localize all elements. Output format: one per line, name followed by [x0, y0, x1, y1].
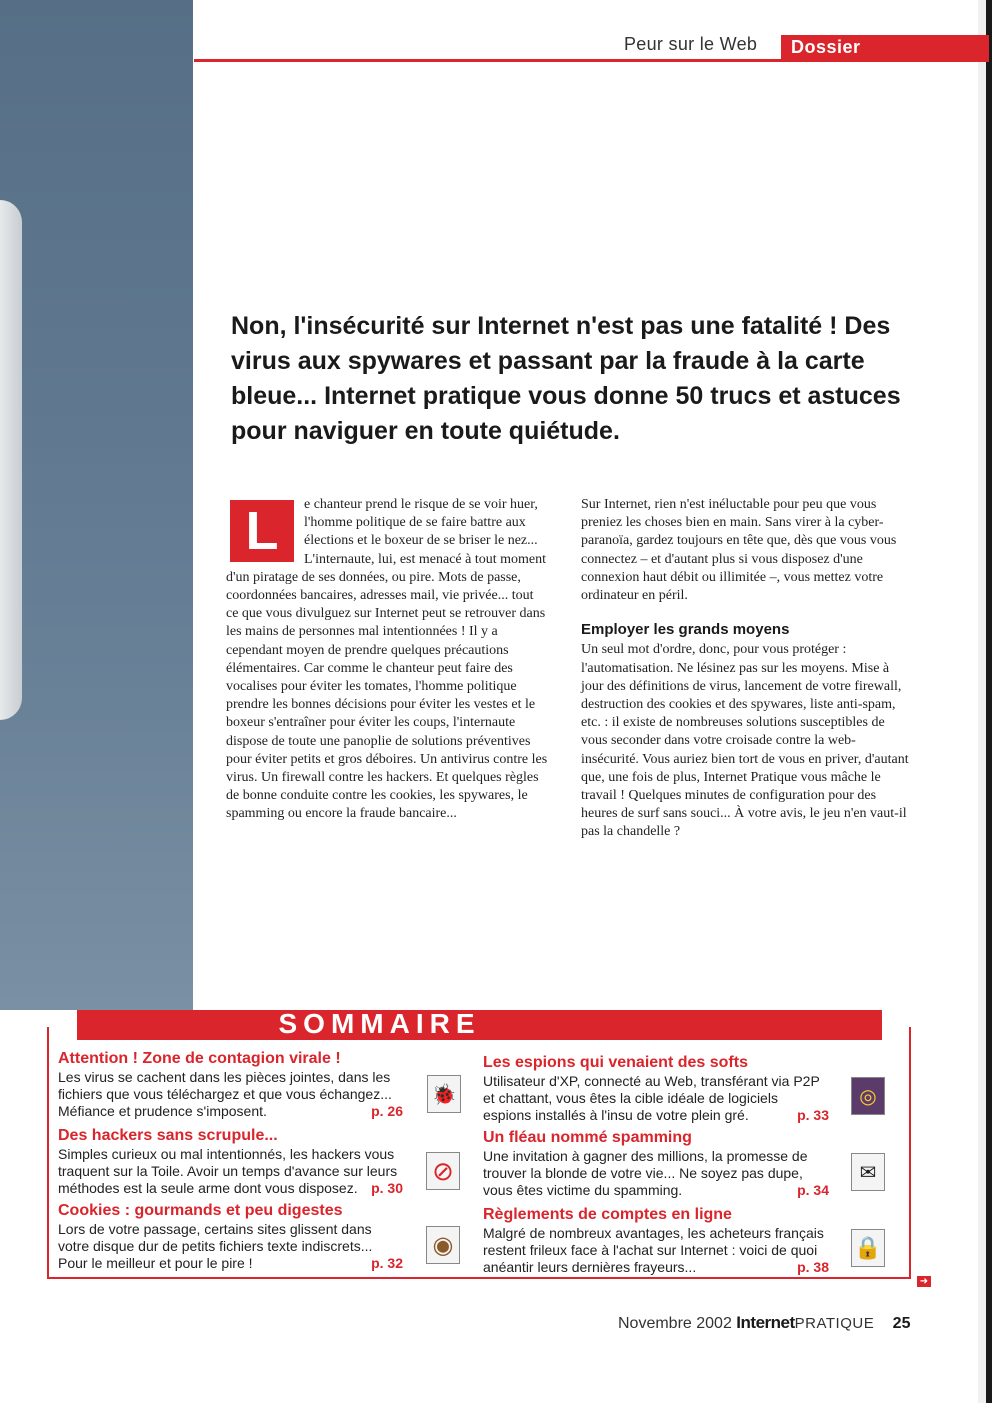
issue-date: Novembre 2002: [618, 1315, 732, 1332]
lead-paragraph: Non, l'insécurité sur Internet n'est pas une fatalité ! Des virus aux spywares et passant par la fraude à la carte bleue... Internet pratique vous donne 50 trucs et astuces pour naviguer en toute quiétude.: [231, 312, 901, 445]
virus-illustration-icon: 🐞: [427, 1075, 461, 1113]
sommaire-item-title: Un fléau nommé spamming: [483, 1129, 692, 1146]
spam-illustration-icon: ✉: [851, 1153, 885, 1191]
sommaire-item-page: p. 30: [371, 1180, 403, 1196]
sommaire-item[interactable]: [58, 1202, 403, 1272]
sommaire-item-text: Utilisateur d'XP, connecté au Web, transférant via P2P et chattant, vous êtes la cible idéale de logiciels espions installés à l'insu de votre plein gré.: [483, 1073, 820, 1123]
sommaire-item-page: p. 34: [797, 1182, 829, 1198]
continue-arrow-icon: ➜: [917, 1276, 931, 1287]
spy-icon: ◎: [851, 1077, 885, 1115]
sommaire-item-text: Lors de votre passage, certains sites glissent dans votre disque dur de petits fichiers texte indiscrets... Pour le meilleur et pour le pire !: [58, 1221, 373, 1271]
column-2-body: Un seul mot d'ordre, donc, pour vous protéger : l'automatisation. Ne lésinez pas sur les moyens. Mise à jour des définitions de virus, lancement de votre firewall, destruction des cookies et des spywares, liste anti-spam, etc. : il existe de nombreuses solutions susceptibles de vous seconder dans votre croisade contre la web-insécurité. Vous auriez bien tort de vous en priver, d'autant que, une fois de plus, Internet Pratique vous mâche le travail ! Quelques minutes de configuration pour des heures de surf sans souci... À votre avis, le jeu n'en vaut-il pas la chandelle ?: [581, 642, 909, 840]
sommaire-title: SOMMAIRE: [278, 1008, 481, 1039]
sommaire-item[interactable]: [58, 1050, 403, 1120]
section-tag: Dossier: [781, 35, 989, 62]
subheading: Employer les grands moyens: [581, 621, 790, 639]
sommaire-item-title: Cookies : gourmands et peu digestes: [58, 1202, 343, 1219]
magazine-brand: Internet: [736, 1313, 795, 1332]
sommaire-item[interactable]: [483, 1129, 829, 1199]
page-number: 25: [892, 1315, 911, 1332]
sommaire-item[interactable]: [483, 1054, 829, 1124]
column-2-intro: Sur Internet, rien n'est inéluctable pour peu que vous preniez les choses bien en main. Sans virer à la cyber-paranoïa, gardez toujours en tête que, dès que vous vous connectez – et d'autant plus si vous disposez d'une connexion haut débit ou illimitée –, vous mettez votre ordinateur en péril.: [581, 497, 897, 604]
section-title: Peur sur le Web: [624, 34, 758, 54]
sommaire-item-title: Règlements de comptes en ligne: [483, 1206, 732, 1223]
magazine-brand-suffix: PRATIQUE: [794, 1315, 875, 1332]
sommaire-item-title: Les espions qui venaient des softs: [483, 1054, 748, 1071]
column-1-text: e chanteur prend le risque de se voir huer, l'homme politique de se faire battre aux élections et le boxeur de se briser le nez... L'internaute, lui, est menacé à tout moment d'un piratage de ses données, ou pire. Mots de passe, coordonnées bancaires, adresses mail, vie privée... tout ce que vous divulguez sur Internet peut se retrouver dans les mains de personnes mal intentionnées ! Il y a cependant moyen de prendre quelques précautions élémentaires. Car comme le chanteur peut faire des vocalises pour éviter les tomates, l'homme politique prendre les bonnes décisions pour éviter les vestes et le boxeur s'entraîner pour éviter les coups, l'internaute dispose de toute une panoplie de solutions préventives pour éviter petits et gros déboires. Un antivirus contre les virus. Un firewall contre les hackers. Et quelques règles de bonne conduite contre les cookies, les spywares, le spamming ou encore la fraude bancaire...: [226, 497, 548, 822]
no-hacker-sign-icon: ⊘: [426, 1152, 460, 1190]
sommaire-item-title: Attention ! Zone de contagion virale !: [58, 1050, 341, 1067]
sommaire-item[interactable]: [58, 1127, 403, 1197]
sommaire-item-text: Malgré de nombreux avantages, les acheteurs français restent frileux face à l'achat sur Internet : voici de quoi anéantir leurs dernières frayeurs...: [483, 1225, 824, 1275]
scan-edge: [978, 0, 986, 1403]
photo-subject: [0, 200, 22, 720]
page-footer: [618, 1313, 910, 1333]
sommaire-item-text: Les virus se cachent dans les pièces jointes, dans les fichiers que vous téléchargez et que vous échangez... Méfiance et prudence s'imposent.: [58, 1069, 392, 1119]
drop-cap: L: [230, 500, 294, 562]
sommaire-item[interactable]: [483, 1206, 829, 1276]
cookie-icon: ◉: [426, 1226, 460, 1264]
sommaire-item-title: Des hackers sans scrupule...: [58, 1127, 278, 1144]
sommaire-item-page: p. 32: [371, 1255, 403, 1271]
article-column-1: [226, 496, 548, 824]
sommaire-item-page: p. 33: [797, 1107, 829, 1123]
sommaire-item-text: Une invitation à gagner des millions, la promesse de trouver la blonde de votre vie... Ne soyez pas dupe, vous êtes victime du spamming.: [483, 1148, 808, 1198]
sommaire-item-text: Simples curieux ou mal intentionnés, les hackers vous traquent sur la Toile. Avoir un temps d'avance sur leurs méthodes est la seule arme dont vous disposez.: [58, 1146, 398, 1196]
padlock-icon: 🔒: [851, 1229, 885, 1267]
article-column-2: [581, 496, 911, 842]
scan-border: [986, 0, 992, 1403]
sommaire-item-page: p. 26: [371, 1103, 403, 1119]
header-rule: [194, 59, 989, 62]
sommaire-item-page: p. 38: [797, 1259, 829, 1275]
cover-photo-strip: [0, 0, 193, 1010]
